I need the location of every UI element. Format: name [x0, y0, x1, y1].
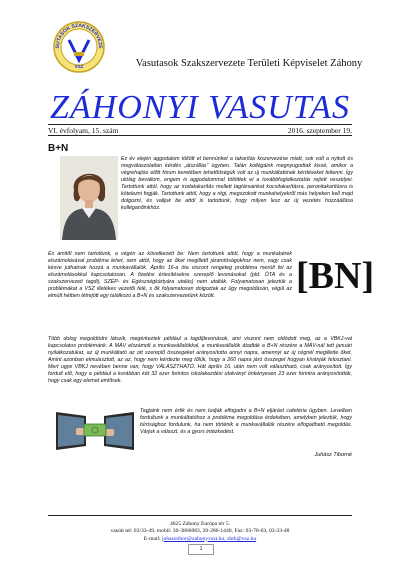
- footer-contact: [0, 521, 400, 543]
- bn-logo-text: [BN]: [296, 255, 375, 297]
- newsletter-masthead: ZÁHONYI VASUTAS: [50, 89, 350, 126]
- masthead-top-rule: [48, 124, 352, 125]
- vasutasok-szakszervezete-logo-icon: [52, 20, 106, 74]
- logo-ring-text: SUTASOK SZAKSZERVEZE: [54, 22, 104, 49]
- footer-email-line: [0, 536, 400, 543]
- issue-label: VI. évfolyam, 15. szám: [48, 126, 119, 135]
- masthead-bottom-rule: [48, 135, 352, 136]
- article-paragraph-2: És amitől nem tartottunk, a végén az következett be: Nem tartottunk attól, hogy a munkabérek elszámolásával probléma lehet, sem attól, hogy az őket megillető járandóságokhoz nem, vagy csak késve juthatnak hozzá a munkavállalók. Április 16-a óta viszont rengeteg probléma merült fel az elszámolásokkal kapcsolatosan. A fizetési értesítésekre szereplő levonásokat (pld. ÖTA és a szakszervezeti tagdíj, SZÉP- és Egészségkártyára utalás) nem utalták. Folyamatosan jeleztük a problémákat a VSZ illetékes vezetői felé, s ők folyamatosan dolgoztak az ügy megoldásán, végül az elmúlt hétben létrejött egy találkozó a B+N és szakszervezetünk között.: [48, 251, 292, 300]
- bn-company-logo: [296, 255, 375, 307]
- author-portrait-photo-icon: [60, 156, 118, 240]
- article-paragraph-3: Több dolog megoldódni látszik, megérkeztek például a tagdíjlevonások, ami viszont nem oldódott meg, az a VBKJ-val kapcsolatos problémánk. A MÁV elszámolt a munkavállalókkal, a munkavállalók átadták a B+N részére a MÁV-nál tett januári nyilatkozatukat, az új munkáltató az ott szereplő összegeket arányosította annyi napra, amennyi az új cégnél megillette őket. Amint azonban elmulasztott, az az, hogy nem kérdezte meg tőlük, hogy a 260 napra járó összeget hogyan kívánják felosztani. Mert ugye VBKJ nevében benne van, hogy VÁLASZTHATÓ. Hát április 16. után nem volt választható, csak arányosított. Így fordult elő, hogy a például a korábban két 32 ezer forintos iskolakezdési utalványt önkényesen 23 ezer forintra arányosították, hogy csak egy elemet említsek.: [48, 336, 352, 385]
- footer-rule: [48, 515, 352, 516]
- footer-email-label: E-mail:: [143, 535, 161, 542]
- logo-monogram: VSZ: [74, 64, 84, 69]
- organization-name: Vasutasok Szakszervezete Területi Képviselet Záhony: [135, 58, 363, 69]
- footer-address: 4625 Záhony Európa tér 5.: [169, 521, 231, 527]
- issue-date: 2016. szeptember 19.: [287, 126, 352, 135]
- money-transfer-illustration-icon: [54, 406, 136, 458]
- page-number: 1: [188, 544, 214, 555]
- article-paragraph-1: Ez év elején aggodalom töltött el bennünket a takarítás kiszervezése miatt, sok volt a nyitott és megválaszolatlan kérdés „átszállás” ügyben. Talán kollégáink megnyugodtak kissé, amikor a végrehajtás előtt fórum keretében tehetődségük volt az új munkáltatónak kérdéseket feltenni. Így utólag bevallom, engem is aggodalommal töltöttek el a továbbfoglalkoztatás rejtett veszélyei. Tartottunk attól, hogy az irodatakarítás mellett tagtársainkat kocsitakarításra, peronitakarításra is kötelezni fogják. Tartottunk attól, hogy a régi, megszokott munkahelyekről más helyeken kell majd dolgozni, és valljuk be attól is tartottunk, hogy milyen lesz az új vezetés hozzáállása kolléganőinkhöz.: [121, 156, 353, 212]
- author-signature: Juhász Tiborné: [314, 452, 352, 458]
- article-paragraph-4: Tagjaink nem értik és nem tudják elfogadni a B+N eljárást cafetéria ügyben. Levelben fordultunk a munkáltatóhoz a probléma megoldása érdekében, amelyben jeleztük, hogy bírósághoz fordulunk, ha nem történik a munkavállalók részére elfogadható megoldás. Várjuk a választ, és a gyors intézkedést.: [140, 408, 352, 436]
- article-heading: B+N: [48, 143, 69, 154]
- footer-email-links[interactable]: juhasztibor@zahonyvszt.hu, zhth@vsz.hu: [161, 535, 257, 542]
- footer-phones: vasúti tel: 03/33-49, mobil: 30-3866083, 20-286-1440, Fax: 03-70-63, 03-33-48: [110, 528, 290, 535]
